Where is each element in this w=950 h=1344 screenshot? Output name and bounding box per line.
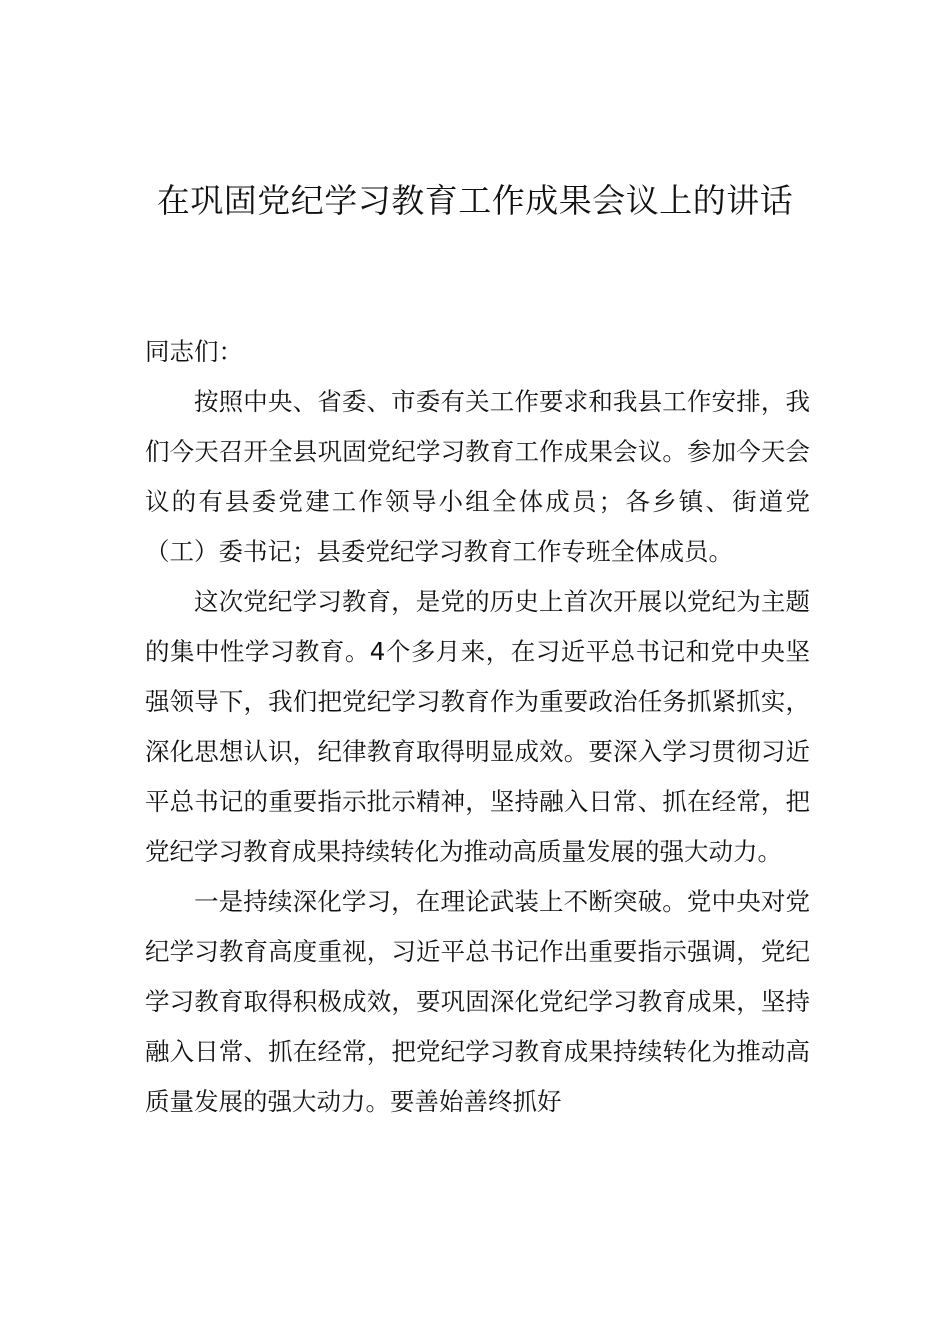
paragraph-1: 按照中央、省委、市委有关工作要求和我县工作安排，我们今天召开全县巩固党纪学习教育工作成果会议。参加今天会议的有县委党建工作领导小组全体成员；各乡镇、街道党（工）委书记；县委党纪学习教育工作专班全体成员。 <box>145 387 810 566</box>
salutation: 同志们： <box>145 337 243 366</box>
document-title: 在巩固党纪学习教育工作成果会议上的讲话 <box>156 181 794 220</box>
paragraph-3: 一是持续深化学习，在理论武装上不断突破。党中央对党纪学习教育高度重视，习近平总书记作出重要指示强调，党纪学习教育取得积极成效，要巩固深化党纪学习教育成果，坚持融入日常、抓在经常，把党纪学习教育成果持续转化为推动高质量发展的强大动力。要善始善终抓好 <box>145 887 810 1116</box>
document-body <box>145 327 810 1127</box>
paragraph-2: 这次党纪学习教育，是党的历史上首次开展以党纪为主题的集中性学习教育。4个多月来，在习近平总书记和党中央坚强领导下，我们把党纪学习教育作为重要政治任务抓紧抓实，深化思想认识，纪律教育取得明显成效。要深入学习贯彻习近平总书记的重要指示批示精神，坚持融入日常、抓在经常，把党纪学习教育成果持续转化为推动高质量发展的强大动力。 <box>145 587 810 866</box>
